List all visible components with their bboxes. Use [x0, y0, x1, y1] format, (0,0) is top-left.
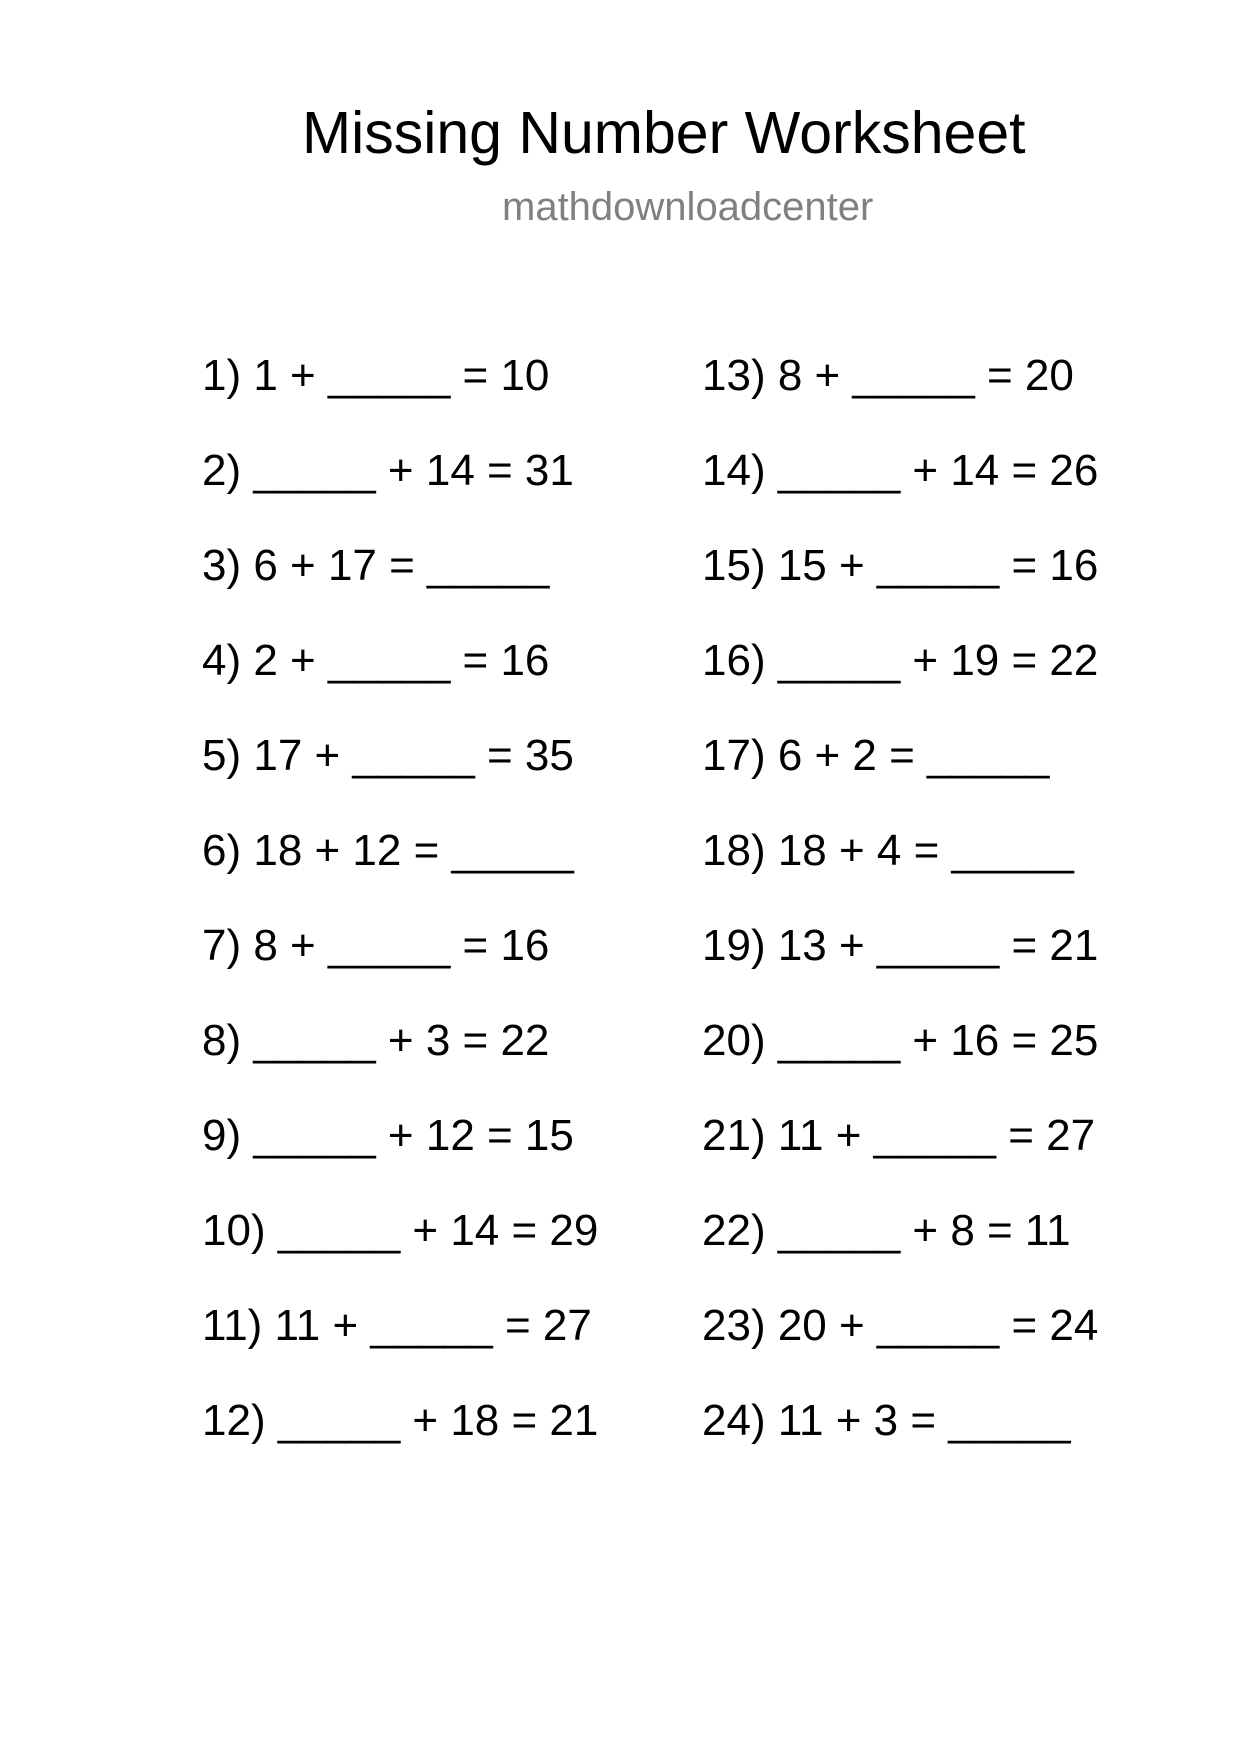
problem-item: 1) 1 + _____ = 10: [202, 351, 550, 400]
problem-item: 2) _____ + 14 = 31: [202, 446, 574, 495]
problem-item: 10) _____ + 14 = 29: [202, 1206, 599, 1255]
problem-item: 13) 8 + _____ = 20: [702, 351, 1074, 400]
problem-item: 11) 11 + _____ = 27: [202, 1301, 592, 1350]
problem-item: 14) _____ + 14 = 26: [702, 446, 1099, 495]
problems-left-column: [202, 350, 598, 1490]
problem-item: 15) 15 + _____ = 16: [702, 541, 1099, 590]
problem-item: 7) 8 + _____ = 16: [202, 921, 550, 970]
problem-item: 23) 20 + _____ = 24: [702, 1301, 1099, 1350]
problem-item: 20) _____ + 16 = 25: [702, 1016, 1099, 1065]
problem-item: 12) _____ + 18 = 21: [202, 1396, 599, 1445]
problem-item: 16) _____ + 19 = 22: [702, 636, 1099, 685]
problem-item: 4) 2 + _____ = 16: [202, 636, 550, 685]
problem-item: 6) 18 + 12 = _____: [202, 826, 574, 875]
problem-item: 24) 11 + 3 = _____: [702, 1396, 1071, 1445]
worksheet-title: Missing Number Worksheet: [302, 100, 1026, 166]
problems-right-column: [702, 350, 1098, 1490]
problem-item: 18) 18 + 4 = _____: [702, 826, 1074, 875]
problem-item: 3) 6 + 17 = _____: [202, 541, 550, 590]
problem-item: 21) 11 + _____ = 27: [702, 1111, 1096, 1160]
problem-item: 17) 6 + 2 = _____: [702, 731, 1050, 780]
worksheet-source: mathdownloadcenter: [502, 185, 874, 229]
problem-item: 9) _____ + 12 = 15: [202, 1111, 574, 1160]
problem-item: 8) _____ + 3 = 22: [202, 1016, 550, 1065]
problem-item: 22) _____ + 8 = 11: [702, 1206, 1071, 1255]
problem-item: 5) 17 + _____ = 35: [202, 731, 574, 780]
problem-item: 19) 13 + _____ = 21: [702, 921, 1099, 970]
